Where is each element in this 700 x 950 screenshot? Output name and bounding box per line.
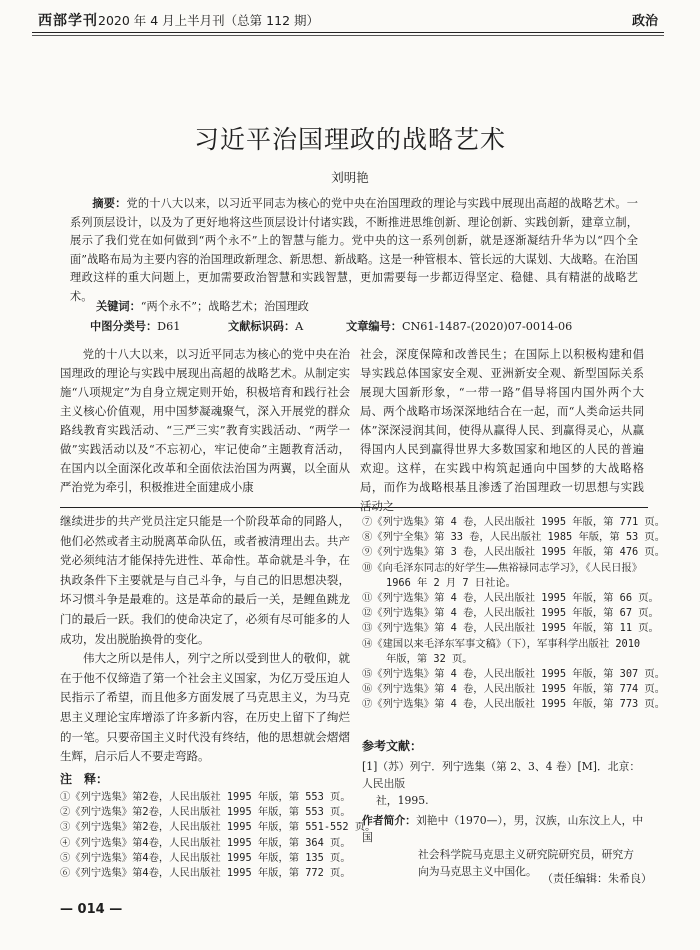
body-column-continued [60,512,350,767]
journal-name: 西部学刊 [38,13,98,29]
doc-code-label: 文献标识码： [228,319,296,333]
note-item: ④《列宁选集》第4卷，人民出版社 1995 年版，第 364 页。 [60,836,351,849]
keywords-label: 关键词： [96,299,141,313]
note-item: ⑪《列宁选集》第 4 卷，人民出版社 1995 年版，第 66 页。 [362,592,659,605]
note-item: ①《列宁选集》第2卷，人民出版社 1995 年版，第 553 页。 [60,791,351,803]
body-paragraph: 党的十八大以来，以习近平同志为核心的党中央在治国理政的理论与实践中展现出高超的战略艺术。从制定实施“八项规定”为自身立规定则开始，积极培育和践行社会主义核心价值观，用中国梦凝魂聚气，深入开展党的群众路线教育实践活动、“三严三实”教育实践活动、“两学一做”实践活动以及“不忘初心，牢记使命”主题教育活动，在国内以全面深化改革和全面依法治国为两翼，以全面从严治党为牵引，积极推进全面建成小康 [60,347,350,494]
clc-value: D61 [157,320,181,333]
abstract-text: 党的十八大以来，以习近平同志为核心的党中央在治国理政的理论与实践中展现出高超的战略艺术。一系列顶层设计，以及为了更好地将这些顶层设计付诸实践，不断推进思维创新、理论创新、实践创新，建章立制，展示了我们党在如何做到“两个永不”上的智慧与能力。党中央的这一系列创新，就是逐渐凝结升华为以“四个全面”战略布局为主要内容的治国理政新理念、新思想、新战略。这是一种管根本、管长远的大谋划、大战略。在治国理政这样的重大问题上，更加需要政治智慧和实践智慧，更加需要每一步都迈得坚定、稳健、具有精湛的战略艺术。 [70,197,638,303]
note-item: ⑰《列宁选集》第 4 卷，人民出版社 1995 年版，第 773 页。 [362,698,666,711]
article-author: 刘明艳 [331,170,369,185]
clc-number [90,318,180,334]
note-item: ⑫《列宁选集》第 4 卷，人民出版社 1995 年版，第 67 页。 [362,607,659,620]
page-number: — 014 — [60,902,123,917]
keywords-text: “两个永不”；战略艺术；治国理政 [140,300,309,313]
author-bio-line: 刘艳中（1970—），男，汉族，山东汶上人，中国 [362,814,644,844]
journal-header [38,10,319,30]
body-column-right [360,345,644,516]
note-item: ⑧《列宁全集》第 33 卷，人民出版社 1985 年版，第 53 页。 [362,531,666,544]
references-list [362,758,647,809]
note-item: ⑭《建国以来毛泽东军事文稿》（下），军事科学出版社 2010 [362,637,641,650]
doc-code-value: A [295,320,304,333]
body-paragraph: 继续进步的共产党员注定只能是一个阶段革命的同路人，他们必然或者主动脱离革命队伍，或者被清理出去。共产党必须纯洁才能保持先进性、革命性。革命就是斗争，在执政条件下主要就是与自己斗争，与自己的旧思想决裂，坏习惯斗争是最难的。这是革命的最后一关，是鲤鱼跳龙门的最后一跃。我们的使命决定了，必须有尽可能多的人成功，发出脱胎换骨的变化。 [60,514,350,646]
clc-label: 中图分类号： [90,319,158,333]
document-code [228,318,303,334]
note-item: ⑬《列宁选集》第 4 卷，人民出版社 1995 年版，第 11 页。 [362,622,659,635]
keywords [96,298,309,314]
note-item: ②《列宁选集》第2卷，人民出版社 1995 年版，第 553 页。 [60,806,351,819]
note-item: ⑯《列宁选集》第 4 卷，人民出版社 1995 年版，第 774 页。 [362,683,666,696]
note-item-continued: 年版，第 32 页。 [386,652,473,665]
article-title: 习近平治国理政的战略艺术 [193,125,506,154]
note-item: ⑥《列宁选集》第4卷，人民出版社 1995 年版，第 772 页。 [60,867,351,880]
note-item: ③《列宁选集》第2卷，人民出版社 1995 年版，第 551-552 页。 [60,821,376,834]
header-rule [32,32,664,33]
notes-list [60,790,376,881]
body-paragraph: 伟大之所以是伟人，列宁之所以受到世人的敬仰，就在于他不仅缔造了第一个社会主义国家，为亿万受压迫人民指示了希望，而且他多方面发展了马克思主义，为马克思主义理论宝库增添了许多新内容，在历史上留下了绚烂的一笔。只要帝国主义时代没有终结，他的思想就会熠熠生辉，启示后人不要走弯路。 [60,651,350,764]
author-bio-line: 社会科学院马克思主义研究院研究员，研究方 [418,848,634,861]
article-number-label: 文章编号： [346,319,402,333]
notes-list-continued [362,515,666,713]
author-bio-label: 作者简介： [362,814,416,827]
section-label: 政治 [631,14,658,29]
abstract-label: 摘要： [92,196,127,210]
note-item: ⑤《列宁选集》第4卷，人民出版社 1995 年版，第 135 页。 [60,851,351,864]
article-number-value: CN61-1487-(2020)07-0014-06 [401,320,573,333]
note-item: ⑮《列宁选集》第 4 卷，人民出版社 1995 年版，第 307 页。 [362,668,666,681]
note-item: ⑦《列宁选集》第 4 卷，人民出版社 1995 年版，第 771 页。 [362,516,666,528]
reference-item-continued: 社，1995. [376,794,429,807]
body-paragraph: 社会，深度保障和改善民生；在国际上以积极构建和倡导实践总体国家安全观、亚洲新安全观、新型国际关系展现大国新形象，“一带一路”倡导将国内国外两个大局、两个战略市场深深地结合在一起，而“人类命运共同体”深深浸润其间，使得从赢得人民、到赢得灵心，从赢得国内人民到赢得世界大多数国家和地区的人民的普遍欢迎。这样，在实践中构筑起通向中国梦的大战略格局，而作为战略根基且渗透了治国理政一切思想与实践活动之 [360,347,644,513]
notes-title: 注 释： [60,772,109,786]
note-item: ⑨《列宁选集》第 3 卷，人民出版社 1995 年版，第 476 页。 [362,546,666,559]
article-divider [60,507,648,508]
reference-item: [1]（苏）列宁．列宁选集（第 2、3、4 卷）[M]．北京：人民出版 [362,760,641,790]
references-title: 参考文献： [362,739,423,753]
article-number [346,318,572,334]
responsible-editor: （责任编辑：朱希良） [542,872,652,885]
journal-issue: 2020 年 4 月上半月刊（总第 112 期） [98,13,319,28]
note-item-continued: 1966 年 2 月 7 日社论。 [386,576,516,589]
body-column-left [60,345,350,497]
author-bio-line: 向为马克思主义中国化。 [418,865,537,878]
abstract [70,194,638,307]
header-rule-thin [32,35,664,36]
note-item: ⑩《向毛泽东同志的好学生——焦裕禄同志学习》，《人民日报》 [362,561,643,574]
